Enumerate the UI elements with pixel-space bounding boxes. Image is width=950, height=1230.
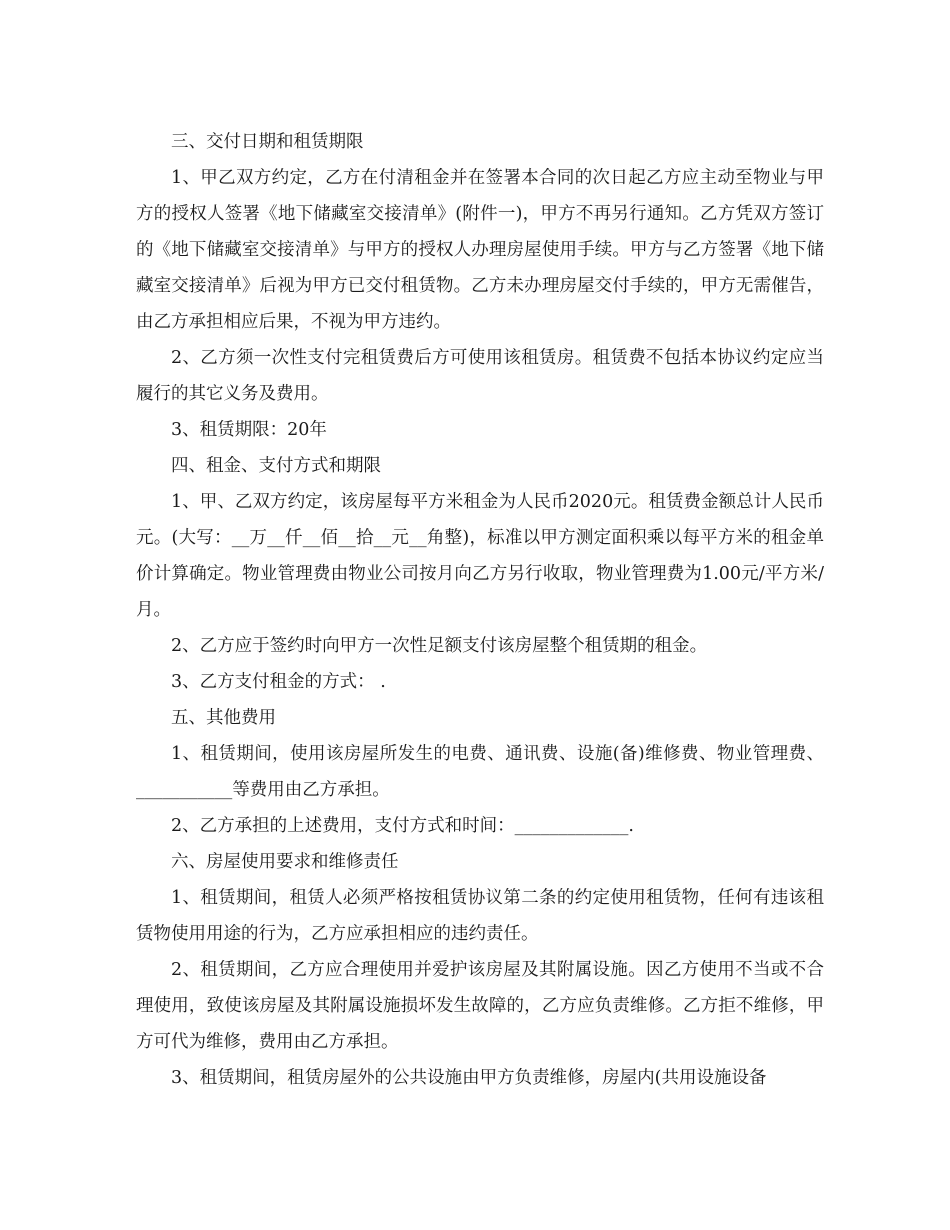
paragraph-maintenance-2: 2、租赁期间，乙方应合理使用并爱护该房屋及其附属设施。因乙方使用不当或不合理使用，致使该房屋及其附属设施损坏发生故障的，乙方应负责维修。乙方拒不维修，甲方可代为维修，费用由乙方承担。	[136, 960, 824, 1052]
paragraph-delivery-1: 1、甲乙双方约定，乙方在付清租金并在签署本合同的次日起乙方应主动至物业与甲方的授权人签署《地下储藏室交接清单》(附件一)，甲方不再另行通知。乙方凭双方签订的《地下储藏室交接清单》与甲方的授权人办理房屋使用手续。甲方与乙方签署《地下储藏室交接清单》后视为甲方已交付租赁物。乙方未办理房屋交付手续的，甲方无需催告，由乙方承担相应后果，不视为甲方违约。	[136, 168, 824, 332]
paragraph-rent-1: 1、甲、乙双方约定，该房屋每平方米租金为人民币2020元。租赁费金额总计人民币 元。(大写：__万__仟__佰__拾__元__角整)，标准以甲方测定面积乘以每平方米的租金单价计算确定。物业管理费由物业公司按月向乙方另行收取，物业管理费为1.00元/平方米/月。	[136, 492, 824, 620]
paragraph-fees-1: 1、租赁期间，使用该房屋所发生的电费、通讯费、设施(备)维修费、物业管理费、___________等费用由乙方承担。	[136, 744, 824, 800]
document-page	[136, 124, 824, 1096]
paragraph-delivery-2: 2、乙方须一次性支付完租赁费后方可使用该租赁房。租赁费不包括本协议约定应当履行的其它义务及费用。	[136, 348, 824, 404]
section-heading-maintenance: 六、房屋使用要求和维修责任	[171, 852, 399, 872]
section-heading-delivery: 三、交付日期和租赁期限	[171, 132, 364, 152]
paragraph-rent-2: 2、乙方应于签约时向甲方一次性足额支付该房屋整个租赁期的租金。	[171, 636, 708, 656]
section-heading-rent: 四、租金、支付方式和期限	[171, 456, 381, 476]
section-heading-other-fees: 五、其他费用	[171, 708, 276, 728]
paragraph-fees-2: 2、乙方承担的上述费用，支付方式和时间：_____________.	[171, 816, 634, 836]
paragraph-maintenance-3: 3、租赁期间，租赁房屋外的公共设施由甲方负责维修，房屋内(共用设施设备	[171, 1068, 767, 1088]
paragraph-rent-3: 3、乙方支付租金的方式： .	[171, 672, 386, 692]
paragraph-delivery-3: 3、租赁期限：20年	[171, 420, 327, 440]
paragraph-maintenance-1: 1、租赁期间，租赁人必须严格按租赁协议第二条的约定使用租赁物，任何有违该租赁物使用用途的行为，乙方应承担相应的违约责任。	[136, 888, 824, 944]
